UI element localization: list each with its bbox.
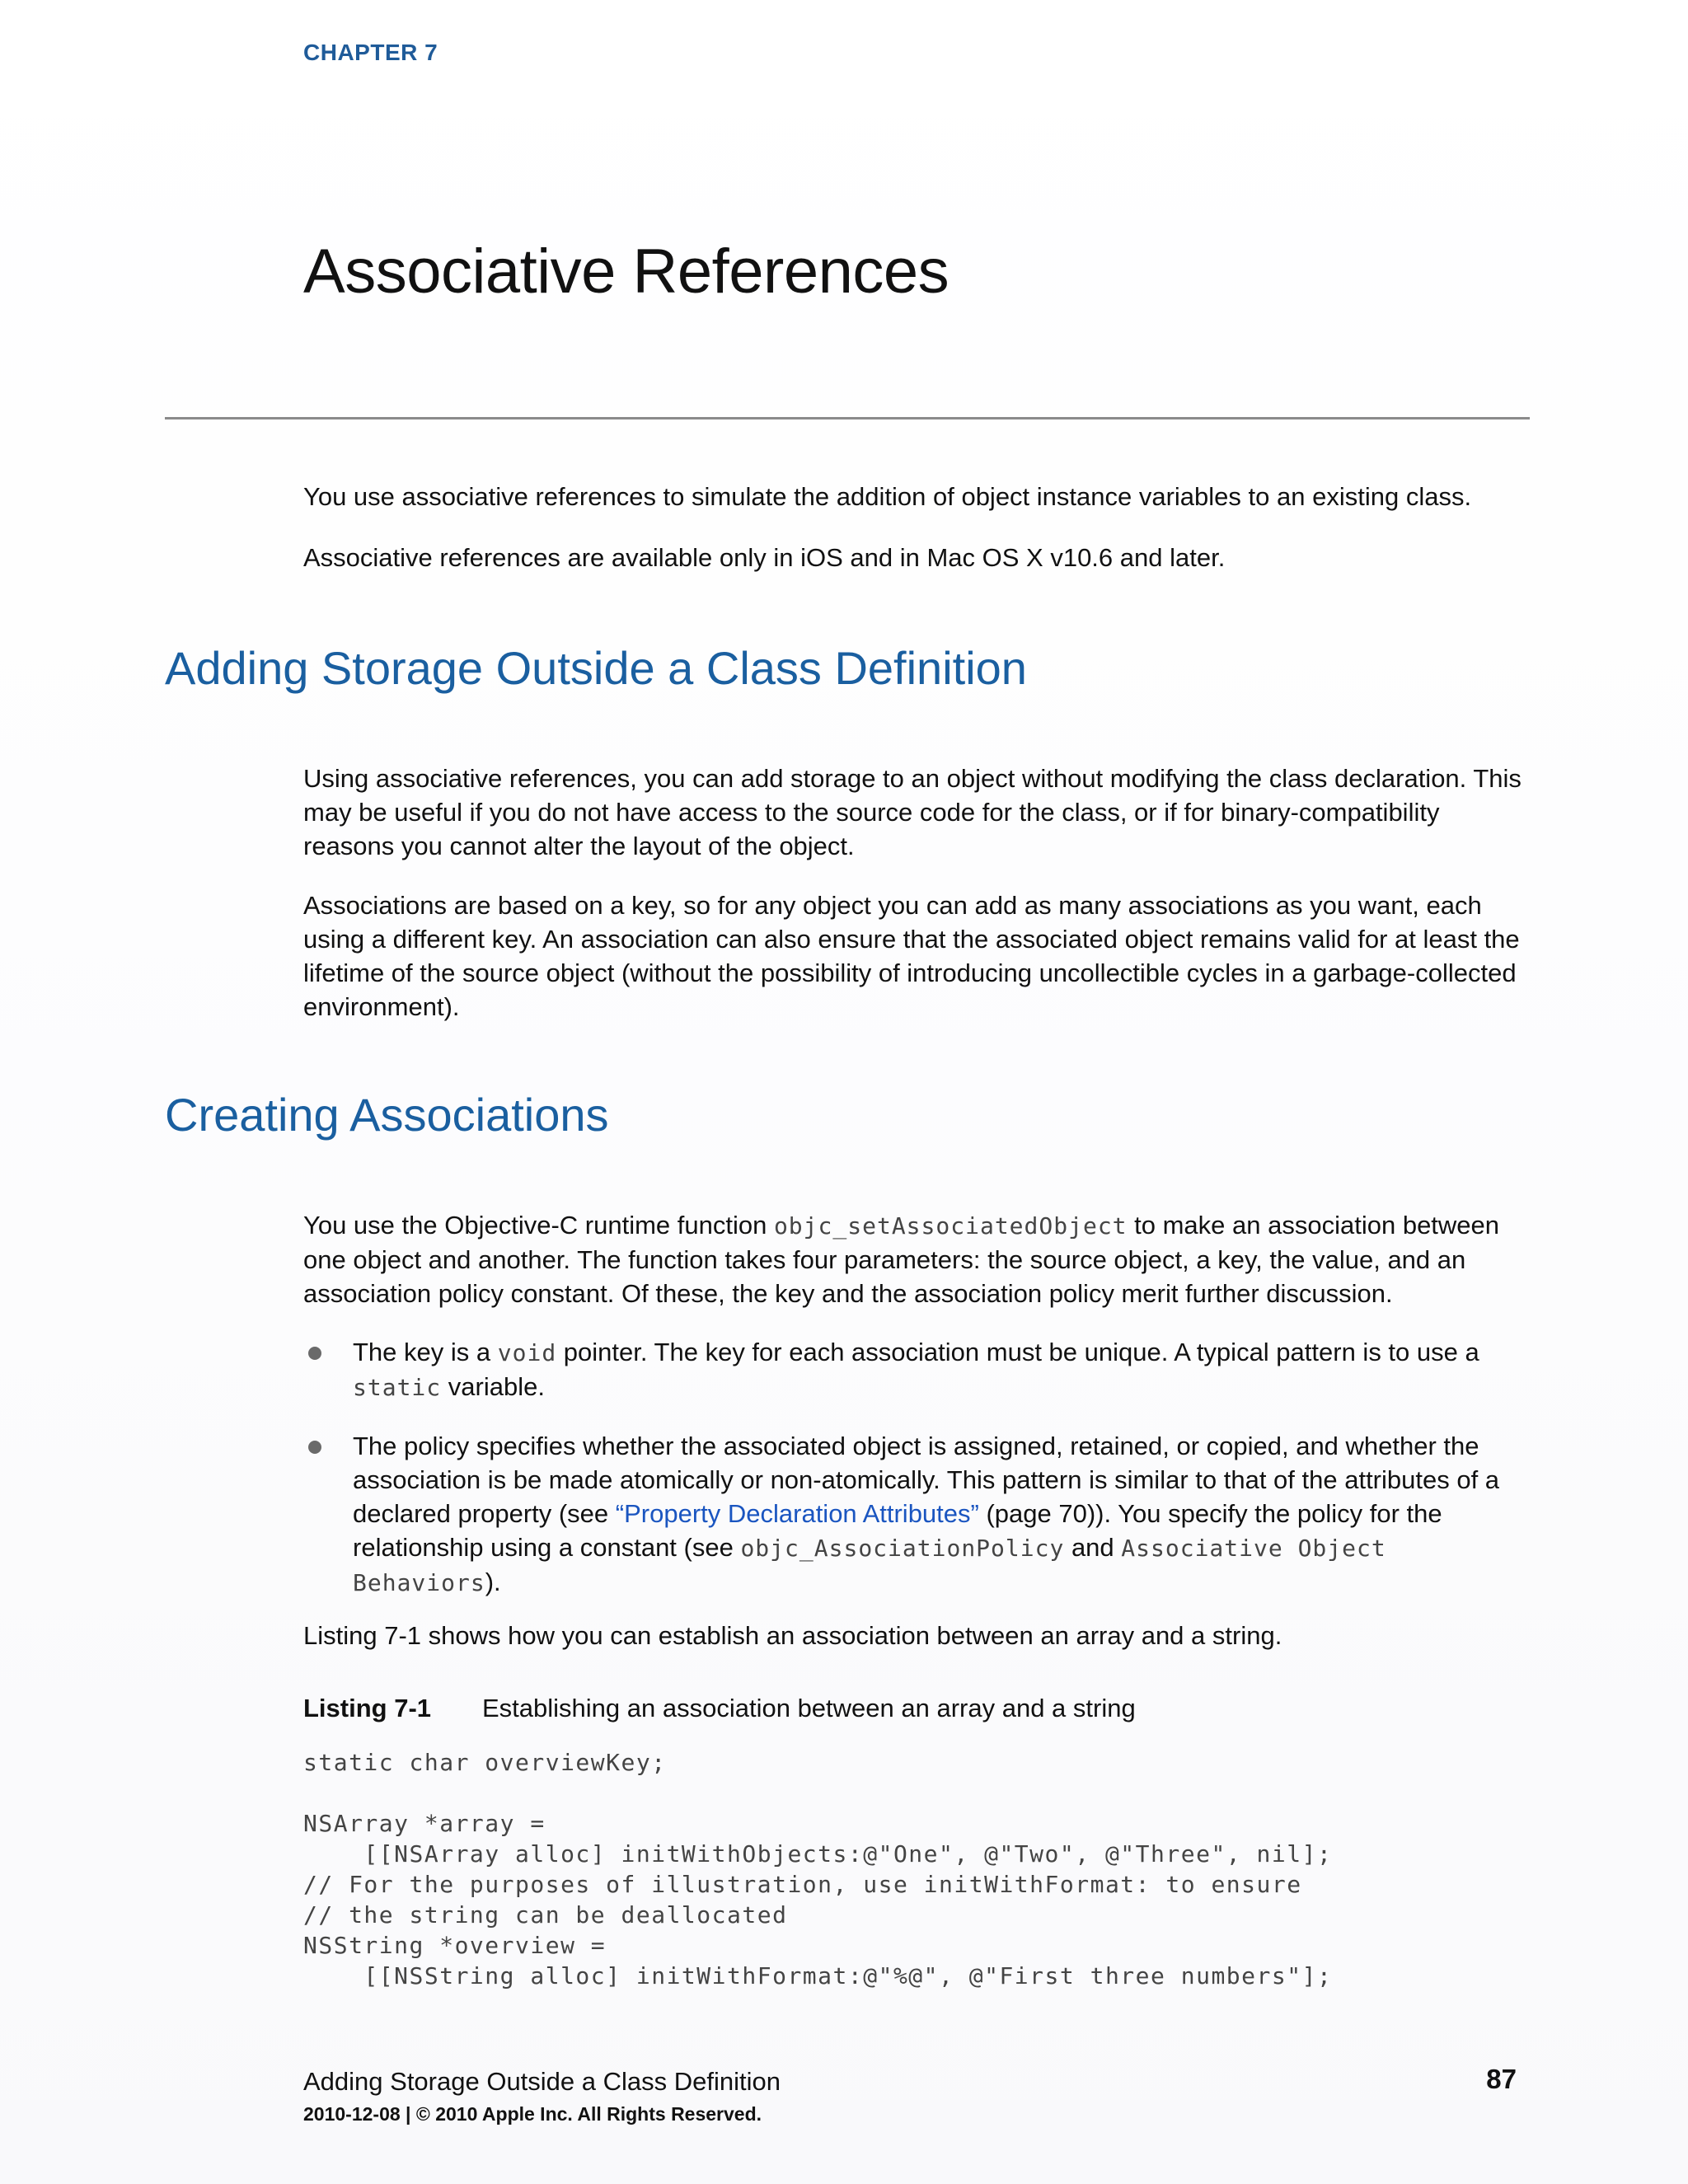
bullet-list — [303, 1335, 1523, 1404]
property-attributes-link[interactable]: “Property Declaration Attributes” — [615, 1499, 979, 1528]
section2-paragraph-1 — [303, 1208, 1523, 1310]
bullet-icon — [308, 1441, 321, 1454]
section1-paragraph-2: Associations are based on a key, so for any object you can add as many associations as you want, each using a different key. An association can also ensure that the associated object remains valid for at least the lifetime of the source object (without the possibility of introducing uncollectible cycles in a garbage-collected environment). — [303, 891, 1520, 1021]
section2-paragraph-2: Listing 7-1 shows how you can establish an association between an array and a string. — [303, 1621, 1282, 1650]
chapter-title: Associative References — [303, 237, 950, 307]
code-listing: static char overviewKey; NSArray *array = [[NSArray alloc] initWithObjects:@"One", @"Two", @"Three", nil]; // For the purposes of illustration, use initWithFormat: to ensure // the string can be deallocated NSString *overview = [[NSString alloc] initWithFormat:@"%@", @"First three numbers"]; — [303, 1749, 1333, 1990]
inline-code: static — [353, 1374, 442, 1401]
intro-paragraph-2: Associative references are available only in iOS and in Mac OS X v10.6 and later. — [303, 543, 1226, 572]
inline-code: Associative Object Behaviors — [353, 1535, 1386, 1596]
list-item — [303, 1429, 1523, 1600]
list-item — [303, 1335, 1523, 1404]
text-run: and — [1064, 1533, 1122, 1562]
footer-page-number: 87 — [1486, 2064, 1517, 2094]
text-run: variable. — [441, 1372, 545, 1401]
bullet-list — [303, 1429, 1523, 1600]
text-run: to make an association between one object and another. The function takes four parameters: the source object, a key, the value, and an association policy constant. Of these, the key and the association policy merit further discussion. — [303, 1211, 1500, 1308]
section1-paragraph-1: Using associative references, you can add storage to an object without modifying the class declaration. This may be useful if you do not have access to the source code for the class, or if for binary-compatibility reasons you cannot alter the layout of the object. — [303, 764, 1522, 860]
listing-label: Listing 7-1 — [303, 1694, 432, 1722]
text-run: (page 70)). You specify the policy for the relationship using a constant (see — [353, 1499, 1442, 1562]
text-run: ). — [485, 1568, 501, 1596]
listing-caption — [303, 1691, 1136, 1725]
intro-paragraph-1: You use associative references to simulate the addition of object instance variables to an existing class. — [303, 482, 1472, 511]
inline-code: objc_AssociationPolicy — [740, 1535, 1065, 1562]
inline-code: void — [497, 1339, 557, 1366]
footer-section-name: Adding Storage Outside a Class Definition — [303, 2067, 781, 2096]
section-heading-adding-storage: Adding Storage Outside a Class Definition — [165, 642, 1027, 694]
title-divider — [165, 417, 1530, 419]
text-run: The key is a — [353, 1338, 498, 1366]
inline-code: objc_setAssociatedObject — [773, 1212, 1128, 1240]
section-heading-creating-associations: Creating Associations — [165, 1089, 609, 1141]
text-run: The policy specifies whether the associated object is assigned, retained, or copied, and whether the association is be made atomically or non-atomically. This pattern is similar to that of the attributes of a declared property (see — [353, 1432, 1500, 1528]
bullet-icon — [308, 1347, 321, 1360]
listing-caption-text: Establishing an association between an array and a string — [482, 1694, 1136, 1722]
chapter-label: CHAPTER 7 — [303, 40, 438, 65]
text-run: pointer. The key for each association must be unique. A typical pattern is to use a — [556, 1338, 1479, 1366]
footer-copyright: 2010-12-08 | © 2010 Apple Inc. All Rights Reserved. — [303, 2103, 762, 2125]
text-run: You use the Objective-C runtime function — [303, 1211, 774, 1240]
